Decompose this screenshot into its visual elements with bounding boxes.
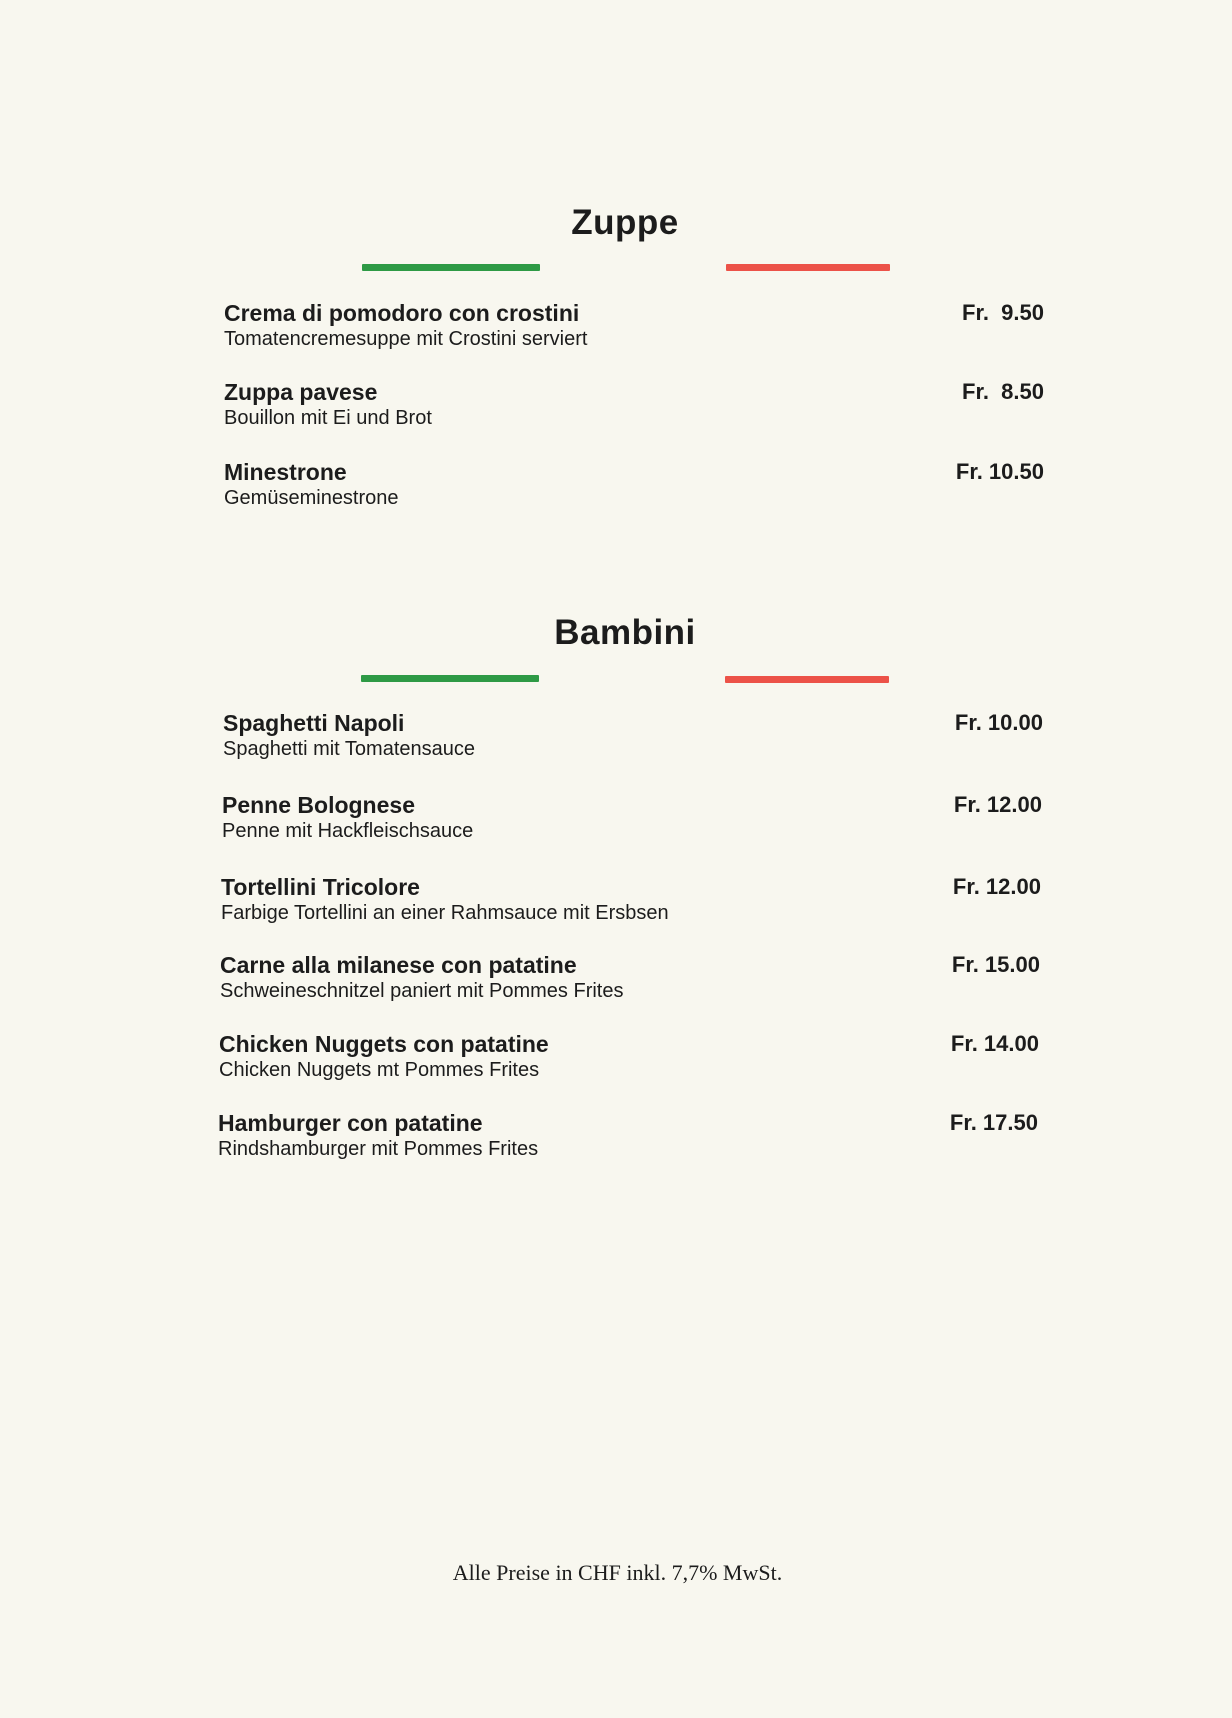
menu-item-price: Fr. 9.50	[962, 300, 1044, 325]
menu-item-price: Fr. 12.00	[953, 792, 1042, 817]
menu-item	[218, 1110, 1038, 1170]
menu-item-price: Fr. 17.50	[949, 1110, 1038, 1135]
menu-item	[219, 1031, 1039, 1091]
menu-item-name: Zuppa pavese	[224, 379, 378, 405]
menu-item	[222, 792, 1042, 852]
menu-item-name: Minestrone	[224, 459, 347, 485]
menu-item	[223, 710, 1043, 770]
menu-item	[220, 952, 1040, 1012]
menu-item-name: Crema di pomodoro con crostini	[224, 300, 580, 326]
menu-item-name: Penne Bolognese	[222, 792, 415, 818]
section-title-bambini: Bambini	[554, 613, 696, 652]
menu-item	[224, 459, 1044, 519]
section-divider-red	[726, 264, 890, 271]
menu-item-name: Spaghetti Napoli	[223, 710, 405, 736]
menu-item	[221, 874, 1041, 934]
menu-item-description: Spaghetti mit Tomatensauce	[223, 738, 476, 760]
menu-item	[224, 379, 1044, 439]
menu-item-price: Fr. 15.00	[951, 952, 1040, 977]
menu-item-price: Fr. 12.00	[952, 874, 1041, 899]
menu-item	[224, 300, 1044, 360]
menu-item-description: Tomatencremesuppe mit Crostini serviert	[224, 328, 588, 350]
menu-item-name: Tortellini Tricolore	[221, 874, 420, 900]
menu-item-price: Fr. 10.50	[955, 459, 1044, 484]
menu-item-description: Schweineschnitzel paniert mit Pommes Frites	[220, 980, 624, 1002]
menu-item-description: Bouillon mit Ei und Brot	[224, 407, 432, 429]
menu-item-description: Farbige Tortellini an einer Rahmsauce mit Ersbsen	[221, 902, 669, 924]
price-note: Alle Preise in CHF inkl. 7,7% MwSt.	[452, 1560, 783, 1585]
menu-item-name: Hamburger con patatine	[218, 1110, 483, 1136]
section-divider-green	[361, 675, 539, 682]
section-divider-green	[362, 264, 540, 271]
menu-item-price: Fr. 8.50	[962, 379, 1044, 404]
menu-item-name: Chicken Nuggets con patatine	[219, 1031, 549, 1057]
menu-item-description: Penne mit Hackfleischsauce	[222, 820, 474, 842]
menu-item-description: Chicken Nuggets mt Pommes Frites	[219, 1059, 540, 1081]
menu-item-description: Gemüseminestrone	[224, 487, 399, 509]
section-divider-red	[725, 676, 889, 683]
menu-item-price: Fr. 14.00	[950, 1031, 1039, 1056]
menu-item-name: Carne alla milanese con patatine	[220, 952, 577, 978]
menu-item-description: Rindshamburger mit Pommes Frites	[218, 1138, 539, 1160]
section-title-zuppe: Zuppe	[571, 203, 679, 242]
menu-item-price: Fr. 10.00	[954, 710, 1043, 735]
